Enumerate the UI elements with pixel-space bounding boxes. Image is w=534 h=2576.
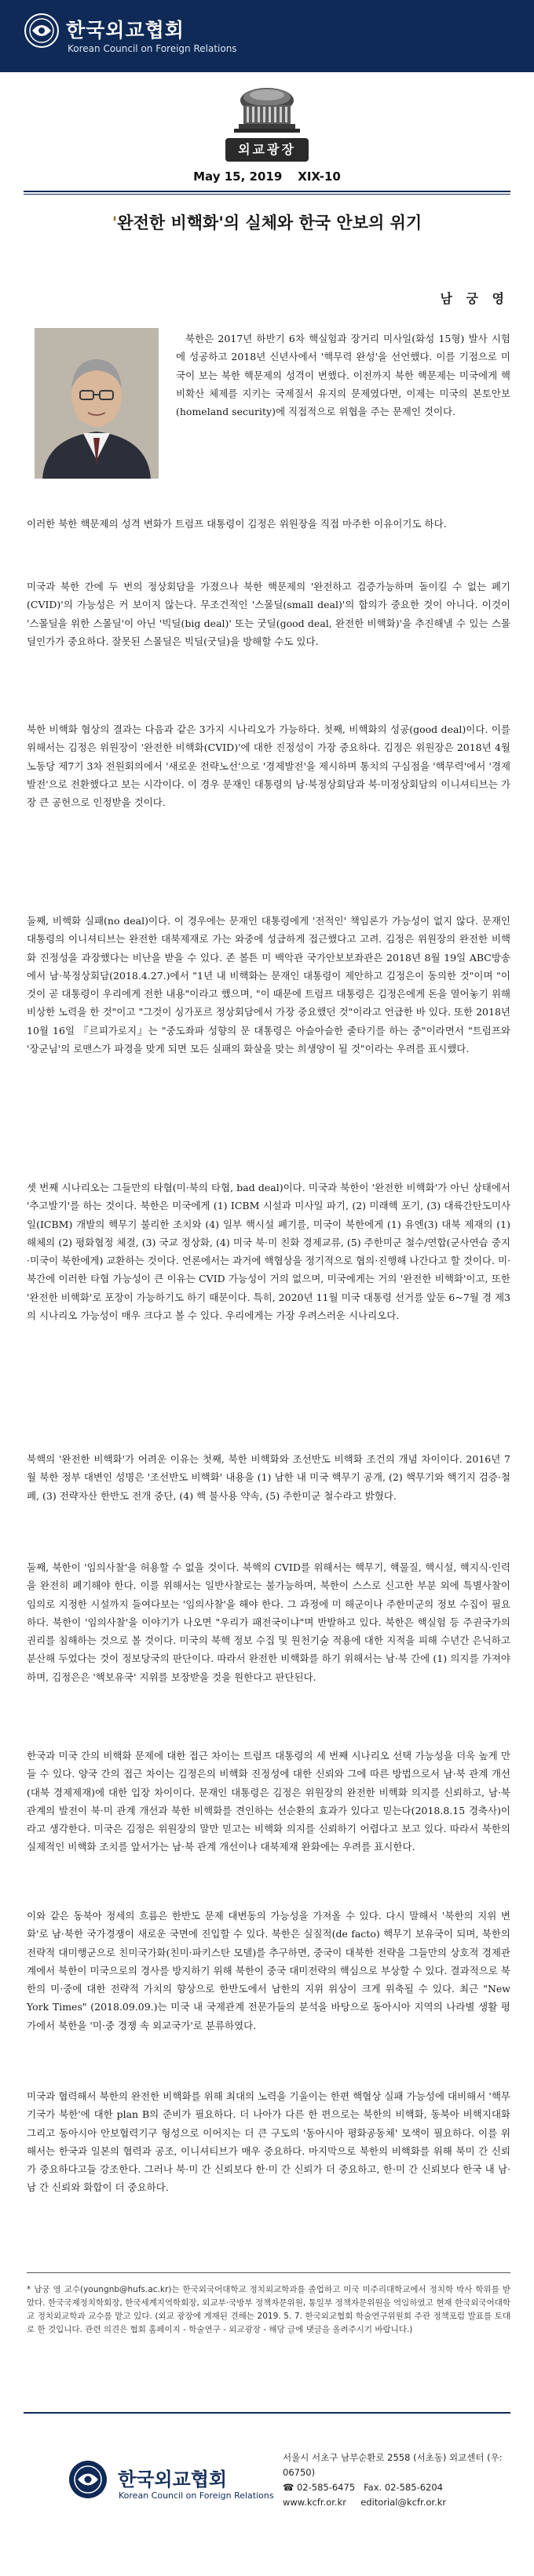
paragraph-5: [27, 1179, 510, 1324]
paragraph-text: 이와 같은 동북아 정세의 흐름은 한반도 문제 대변동의 가능성을 가져올 수 있다. 다시 말해서 '북한의 지위 변화'로 남·북한 국가경쟁이 새로운 국면에 진입할 수 있다. 북한은 실질적(de facto) 핵무기 보유국이 되며, 북한의 전략적 대미행군으로 친미국가화(친미·파키스탄 모델)를 추구하면, 중국이 대북한 전략을 그들만의 상호적 경제관계에서 북한이 미국으로의 경사를 방지하기 위해 북한이 중국 대미전략의 핵심으로 부상할 수 있다. 결과적으로 북한의 미·중에 대한 전략적 가치의 향상으로 한반도에서 남한의 지위 위상이 크게 위축될 수 있다. 최근 "New York Times" (2018.09.09.)는 미국 내 국제관계 전문가들의 분석을 바탕으로 동아시아 지역의 나라별 생활 평가에서 북한을 '미·중 경쟁 속 외교국가'로 분류하였다.: [27, 1910, 510, 2031]
org-logo-icon: [24, 13, 60, 49]
paragraph-2: [27, 578, 510, 650]
org-name-korean: 한국외교협회: [66, 19, 185, 42]
issue-number: XIX-10: [298, 169, 341, 184]
intro-paragraph: [176, 330, 510, 421]
paragraph-6: [27, 1450, 510, 1505]
footer-org-name-english: Korean Council on Foreign Relations: [119, 2490, 274, 2501]
footer-phone-fax: [283, 2480, 510, 2495]
title-rest: '의 실체와 한국 안보의 위기: [218, 213, 422, 232]
paragraph-1: [27, 515, 510, 533]
header-banner: [0, 0, 534, 72]
footer-email-link[interactable]: editorial@kcfr.or.kr: [360, 2497, 447, 2508]
paragraph-text: 미국과 협력해서 북한의 완전한 비핵화를 위해 최대의 노력을 기울이는 한편 핵협상 실패 가능성에 대비해서 '핵무기국가 북한'에 대한 plan B의 준비가 필요하다. 더 나아가 다른 한 편으로는 북한의 비핵화, 동북아 비핵지대화 그리고 동아시아 안보협력기구 형성으로 이어지는 더 큰 구도의 '동아시아 평화공동체' 모색이 필요하다. 이를 위해서는 한국과 일본의 협력과 공조, 이니셔티브가 매우 중요하다. 마지막으로 북한의 비핵화를 위해 북미 간 신뢰가 중요하다고들 강조한다. 그러나 북·미 간 신뢰보다 한·미 간 신뢰가 더 중요하고, 한·미 간 신뢰보다 한국 내 남·남 간 신뢰와 화합이 더 중요하다.: [27, 2090, 510, 2194]
paragraph-text: 셋 번째 시나리오는 그들만의 타협(미·북의 타협, bad deal)이다. 미국과 북한이 '완전한 비핵화'가 아닌 상태에서 '추고발기'를 하는 것이다. 북한은 미국에게 (1) ICBM 시설과 미사일 파기, (2) 미래핵 포기, (3) 대륙간탄도미사일(ICBM) 개발의 핵무기 불리한 조치와 (4) 일부 핵시설 폐기를, 미국이 북한에게 (1) 유엔(3) 대북 제재의 (1) 해체의 (2) 평화협정 체결, (3) 국교 정상화, (4) 미국 북·미 친화 경제교류, (5) 주한미군 철수/연합(군사연습 중지·미국이 북한에게) 교환하는 것이다. 언론에서는 과거에 핵협상을 정기적으로 협의·진행해 나간다고 할 것이다. 미·북간에 이러한 타협 가능성이 큰 이유는 CVID 가능성이 거의 없으며, 미국에게는 거의 '완전한 비핵화'이고, 또한 '완전한 비핵화'로 포장이 가능하기도 하기 때문이다. 특히, 2020년 11월 미국 대통령 선거를 앞둔 6~7월 경 제3의 시나리오 가능성이 매우 크다고 볼 수 있다. 우리에게는 가장 우려스러운 시나리오다.: [27, 1182, 510, 1322]
section-badge: 외교광장: [225, 138, 309, 162]
paragraph-text: 한국과 미국 간의 비핵화 문제에 대한 접근 차이는 트럼프 대통령의 세 번째 시나리오 선택 가능성을 더욱 높게 만들 수 있다. 양국 간의 접근 차이는 김정은의 비핵화 진정성에 대한 신뢰와 그에 따른 방법으로서 남·북 관계 개선(대북 경제제재)에 대한 입장 차이이다. 문재인 대통령은 김정은 위원장의 완전한 비핵화 의지를 신뢰하고, 남·북 관계의 발전이 북·미 관계 개선과 북한 비핵화를 견인하는 선순환의 효과가 있다고 믿는다(2018.8.15 경축사)이라고 생각한다. 미국은 김정은 위원장의 말만 믿고는 비핵화 의지를 신뢰하기 어렵다고 보고 있다. 따라서 북한의 실제적인 비핵화 조치를 앞서가는 남·북 관계 개선이나 대북제재 완화에는 우려를 표시한다.: [27, 1750, 510, 1853]
paragraph-text: 미국과 북한 간에 두 번의 정상회담을 가졌으나 북한 핵문제의 '완전하고 검증가능하며 돌이킬 수 없는 폐기(CVID)'의 가능성은 커 보이지 않는다. 무조건적인 '스몰딜(small deal)'의 합의가 중요한 것이 아니다. 이것이 '스몰딜을 위한 스몰딜'이 아닌 '빅딜(big deal)' 또는 굿딜(good deal, 완전한 비핵화)'을 추진해낼 수 있는 스몰딜인가가 중요하다. 잘못된 스몰딜은 빅딜(굿딜)을 방해할 수도 있다.: [27, 581, 510, 647]
footer-phone: ☎ 02-585-6475: [283, 2482, 356, 2493]
paragraph-text: 둘째, 비핵화 실패(no deal)이다. 이 경우에는 문재인 대통령에게 '전적인' 책임론가 가능성이 없지 않다. 문재인 대통령의 이니셔티브는 완전한 대북제재로 가는 와중에 성급하게 접근했다고 고려. 김정은 위원장의 완전한 비핵화 진정성을 과장했다는 비난을 받을 수 있다. 존 볼튼 미 백악관 국가안보보좌관은 2018년 8월 19일 ABC방송에서 남·북정상회담(2018.4.27.)에서 "1년 내 비핵화는 문재인 대통령이 제안하고 김정은이 동의한 것"이며 "이것이 곧 대통령이 우리에게 전한 내용"이라고 했으며, "이 때문에 트럼프 대통령은 김정은에게 돈을 열어놓기 위해 비상한 노력을 한 것"이고 "그것이 싱가포르 정상회담에서 가장 중요했던 것"이라고 언급한 바 있다. 또한 2018년 10월 16일 『르피가로지』는 "중도좌파 성향의 문 대통령은 아슬아슬한 줄타기를 하는 중"이라면서 "트럼프와 '장군님'의 로맨스가 파경을 맞게 되면 모든 실패의 화살을 맞는 희생양이 될 것"이라는 우려를 표시했다.: [27, 915, 510, 1055]
footer-address: 서울시 서초구 남부순환로 2558 (서초동) 외교센터 (우: 06750): [283, 2452, 503, 2478]
title-keyword: 완전한 비핵화: [117, 213, 219, 232]
paragraph-text: 이러한 북한 핵문제의 성격 변화가 트럼프 대통령이 김정은 위원장을 직접 마주한 이유이기도 하다.: [27, 518, 447, 530]
author-name: 남 궁 영: [440, 291, 509, 306]
author-footnote: * 남궁 영 교수(youngnb@hufs.ac.kr)는 한국외국어대학교 정치외교학과를 졸업하고 미국 미주리대학교에서 정치학 박사 학위를 받았다. 한국국제정치학회장, 한국세계지역학회장, 외교부·국방부 정책자문위원, 통일부 정책자문위원을 역임하였고 현재 한국외국어대학교 정치외교학과 교수를 맡고 있다. (외교 광장에 게재된 견해는 2019. 5. 7. 한국외교협회 학술연구위원회 주관 정책포럼 발표를 토대로 한 것입니다. 관련 의견은 협회 홈페이지 - 학술연구 - 외교광장 - 해당 글에 댓글을 올려주시기 바랍니다.): [27, 2285, 510, 2334]
paragraph-9: [27, 1907, 510, 2035]
paragraph-8: [27, 1747, 510, 1856]
author-portrait-icon: [35, 328, 159, 479]
paragraph-text: 둘째, 북한이 '임의사찰'을 허용할 수 없을 것이다. 북핵의 CVID를 위해서는 핵무기, 핵물질, 핵시설, 핵지식·인력을 완전히 폐기해야 한다. 이를 위해서는 일반사찰로는 불가능하며, 북한이 스스로 신고한 부분 외에 특별사찰이 임의로 지정한 시설까지 들여다보는 '임의사찰'을 해야 한다. 그 과정에 미 해군이나 주한미군의 정보 수집이 필요하다. 북한이 '임의사찰'을 이야기가 나오면 "우리가 패전국이냐"며 반발하고 있다. 북한은 핵실험 등 주권국가의 권리를 침해하는 것으로 볼 것이다. 미국의 북핵 정보 수집 및 원천기술 적용에 대한 지적을 피해 수년간 은닉하고 분산해 두었다는 것이 정보당국의 판단이다. 따라서 완전한 비핵화를 하기 위해서는 남·북 간에 (1) 의지를 가져야 하며, 김정은은 '핵보유국' 지위를 보장받을 것을 원한다고 판단된다.: [27, 1561, 510, 1683]
footer-website-link[interactable]: www.kcfr.or.kr: [283, 2497, 346, 2508]
intro-text: 북한은 2017년 하반기 6차 핵실험과 장거리 미사일(화성 15형) 발사 시험에 성공하고 2018년 신년사에서 '핵무력 완성'을 선언했다. 이를 기점으로 미국이 보는 북한 핵문제의 성격이 변했다. 이전까지 북한 핵문제는 미국에게 핵비확산 체제를 지키는 국제질서 유지의 문제였다면, 이제는 미국의 본토안보(homeland security)에 직접적으로 위협을 주는 문제인 것이다.: [176, 333, 510, 418]
paragraph-text: 북한 비핵화 협상의 결과는 다음과 같은 3가지 시나리오가 가능하다. 첫째, 비핵화의 성공(good deal)이다. 이를 위해서는 김정은 위원장이 '완전한 비핵화(CVID)'에 대한 진정성이 가장 중요하다. 김정은 위원장은 2018년 4월 노동당 제7기 3차 전원회의에서 '새로운 전략노선'으로 '경제발전'을 제시하며 통치의 구심점을 '핵무력'에서 '경제발전'으로 전환했다고 보는 시각이다. 이 경우 문재인 대통령의 남·북정상회담과 북·미정상회담의 이니셔티브는 가장 큰 공헌으로 인정받을 것이다.: [27, 723, 511, 809]
footer-contact: [283, 2450, 510, 2510]
paragraph-10: [27, 2087, 510, 2197]
issue-line: [0, 169, 534, 184]
title-open-quote: ': [112, 213, 118, 232]
org-name-english: Korean Council on Foreign Relations: [68, 43, 237, 54]
masthead-divider-thin: [24, 194, 510, 195]
issue-date: May 15, 2019: [193, 169, 283, 184]
footer-fax: Fax. 02-585-6204: [364, 2482, 443, 2493]
footer-org-name-korean: 한국외교협회: [118, 2469, 228, 2490]
footnote-divider: [27, 2272, 510, 2273]
paragraph-7: [27, 1558, 510, 1686]
footer-divider: [24, 2412, 510, 2414]
building-emblem-icon: [228, 77, 306, 135]
footer-logo-icon: [68, 2459, 108, 2500]
masthead-divider: [24, 191, 510, 192]
paragraph-4: [27, 912, 510, 1058]
author-photo: [35, 328, 159, 479]
paragraph-3: [27, 720, 510, 811]
footer-web-email: [283, 2495, 510, 2510]
article-title: [0, 210, 534, 234]
paragraph-text: 북핵의 '완전한 비핵화'가 어려운 이유는 첫째, 북한 비핵화와 조선반도 비핵화 조건의 개념 차이이다. 2016년 7월 북한 정부 대변인 성명은 '조선반도 비핵화' 내용을 (1) 남한 내 미국 핵무기 공개, (2) 핵무기와 핵기지 검증·철폐, (3) 전략자산 한반도 전개 중단, (4) 핵 불사용 약속, (5) 주한미군 철수라고 밝혔다.: [27, 1453, 510, 1502]
